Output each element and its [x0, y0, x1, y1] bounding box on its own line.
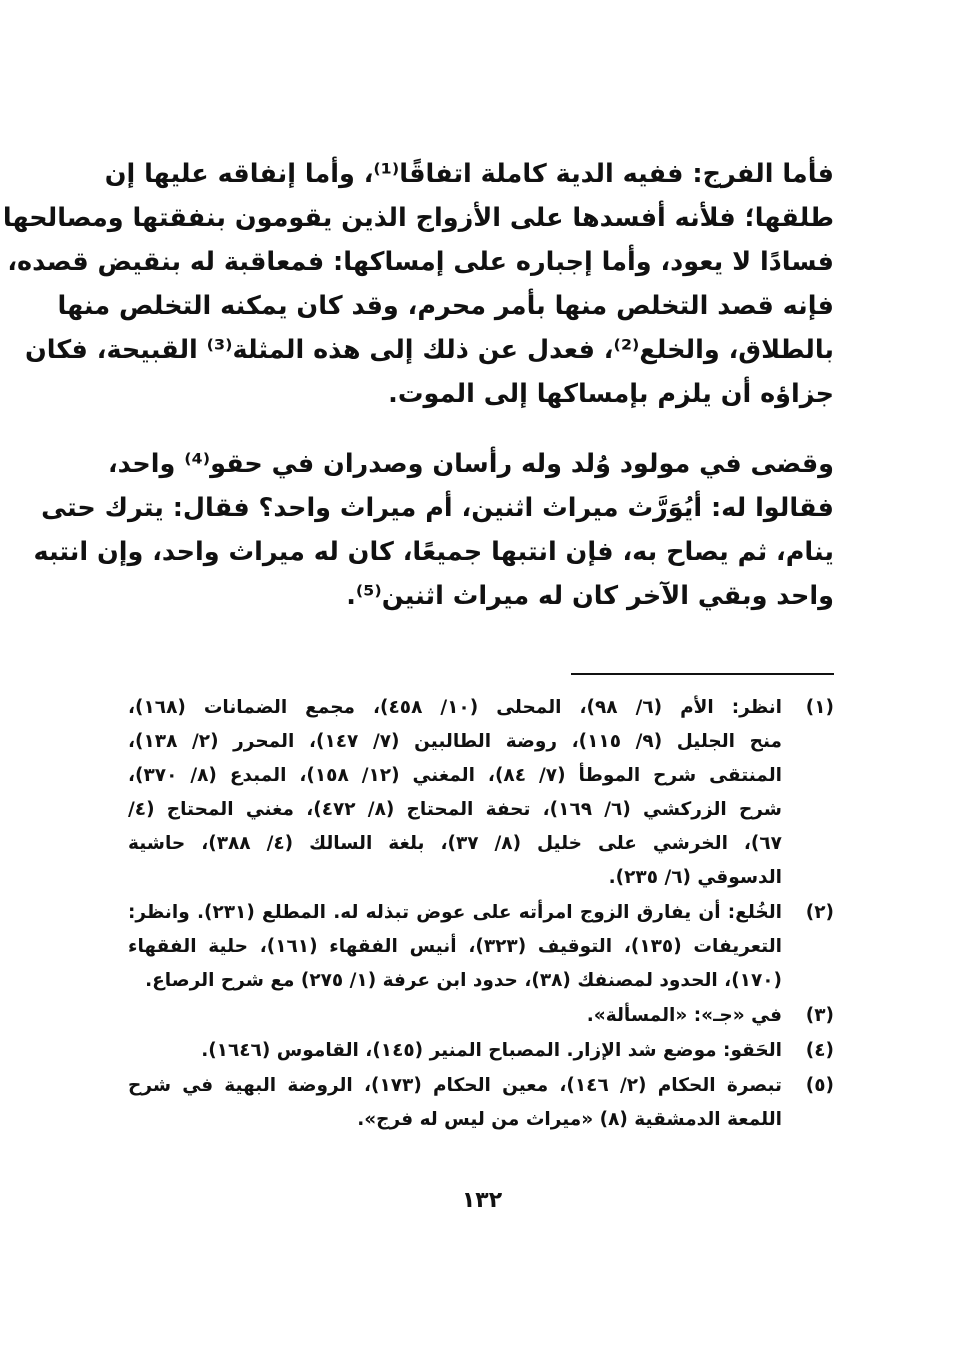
footnote-line: الدسوقي (٦/ ٢٣٥).: [608, 867, 782, 888]
footnote-line: المنتقى شرح الموطأ (٧/ ٨٤)، المغني (١٢/ ١٥٨)، المبدع (٨/ ٣٧٠)،: [128, 765, 782, 786]
text-line: بالطلاق، والخلع⁽²⁾، فعدل عن ذلك إلى هذه المثلة⁽³⁾ القبيحة، فكان: [25, 335, 834, 365]
text-line: ينام، ثم يصاح به، فإن انتبها جميعًا، كان له ميراث واحد، وإن انتبه: [33, 537, 834, 567]
footnote-number: (١): [805, 697, 834, 718]
text-line: وقضى في مولود وُلد وله رأسان وصدران في حقو⁽⁴⁾ واحد،: [107, 449, 834, 479]
footnotes: [128, 691, 834, 1138]
text-line: فإنه قصد التخلص منها بأمر محرم، وقد كان يمكنه التخلص منها: [57, 291, 834, 321]
text-line: فقالوا له: أيُوَرَّث ميراث اثنين، أم ميراث واحد؟ فقال: يترك حتى: [41, 493, 834, 523]
footnote-line: ٦٧)، الخرشي على خليل (٨/ ٣٧)، بلغة السالك (٤/ ٣٨٨)، حاشية: [128, 833, 782, 854]
footnote-line: في «جـ»: «المسألة».: [586, 1005, 782, 1026]
footnote-line: منح الجليل (٩/ ١١٥)، روضة الطالبين (٧/ ١٤٧)، المحرر (٢/ ١٣٨)،: [128, 731, 782, 752]
footnote-1: [128, 691, 834, 895]
paragraph-2: [33, 442, 834, 618]
paragraph-1: [2, 152, 834, 416]
text-line: فأما الفرج: ففيه الدية كاملة اتفاقًا⁽¹⁾، وأما إنفاقه عليها إن: [104, 159, 834, 189]
footnote-line: اللمعة الدمشقية (٨) «ميراث من ليس له فرج».: [357, 1109, 782, 1130]
footnote-4: [128, 1034, 834, 1068]
text-line: واحد وبقي الآخر كان له ميراث اثنين⁽⁵⁾.: [346, 581, 834, 611]
footnote-3: [128, 999, 834, 1033]
footnote-number: (٣): [805, 1005, 834, 1026]
page-number: ١٣٢: [461, 1188, 503, 1213]
text-line: فسادًا لا يعود، وأما إجباره على إمساكها: فمعاقبة له بنقيض قصده،: [7, 247, 834, 277]
footnote-line: التعريفات (١٣٥)، التوقيف (٣٢٣)، أنيس الفقهاء (١٦١)، حلية الفقهاء: [128, 936, 782, 957]
text-line: جزاؤه أن يلزم بإمساكها إلى الموت.: [388, 379, 834, 409]
footnote-number: (٥): [805, 1075, 834, 1096]
text-line: طلقها؛ فلأنه أفسدها على الأزواج الذين يقومون بنفقتها ومصالحها: [2, 203, 834, 233]
footnote-line: الحَقو: موضع شد الإزار. المصباح المنير (١٤٥)، القاموس (١٦٤٦).: [201, 1040, 782, 1061]
footnote-2: [128, 896, 834, 998]
footnote-line: (١٧٠)، الحدود لمصنفك (٣٨)، حدود ابن عرفة (١/ ٢٧٥) مع شرح الرصاع.: [145, 970, 782, 991]
footnote-number: (٢): [805, 902, 834, 923]
footnote-line: تبصرة الحكام (٢/ ١٤٦)، معين الحكام (١٧٣)، الروضة البهية في شرح: [128, 1075, 782, 1096]
footnote-separator: [571, 673, 834, 675]
footnote-line: شرح الزركشي (٦/ ١٦٩)، تحفة المحتاج (٨/ ٤٧٢)، مغني المحتاج (٤/: [128, 799, 782, 820]
footnote-line: الخُلع: أن يفارق الزوج امرأته على عوض تبذله له. المطلع (٢٣١). وانظر:: [128, 902, 783, 923]
footnote-number: (٤): [805, 1040, 834, 1061]
footnote-5: [128, 1069, 834, 1137]
main-text: [2, 152, 834, 618]
footnote-line: انظر: الأم (٦/ ٩٨)، المحلى (١٠/ ٤٥٨)، مجمع الضمانات (١٦٨)،: [128, 697, 782, 718]
